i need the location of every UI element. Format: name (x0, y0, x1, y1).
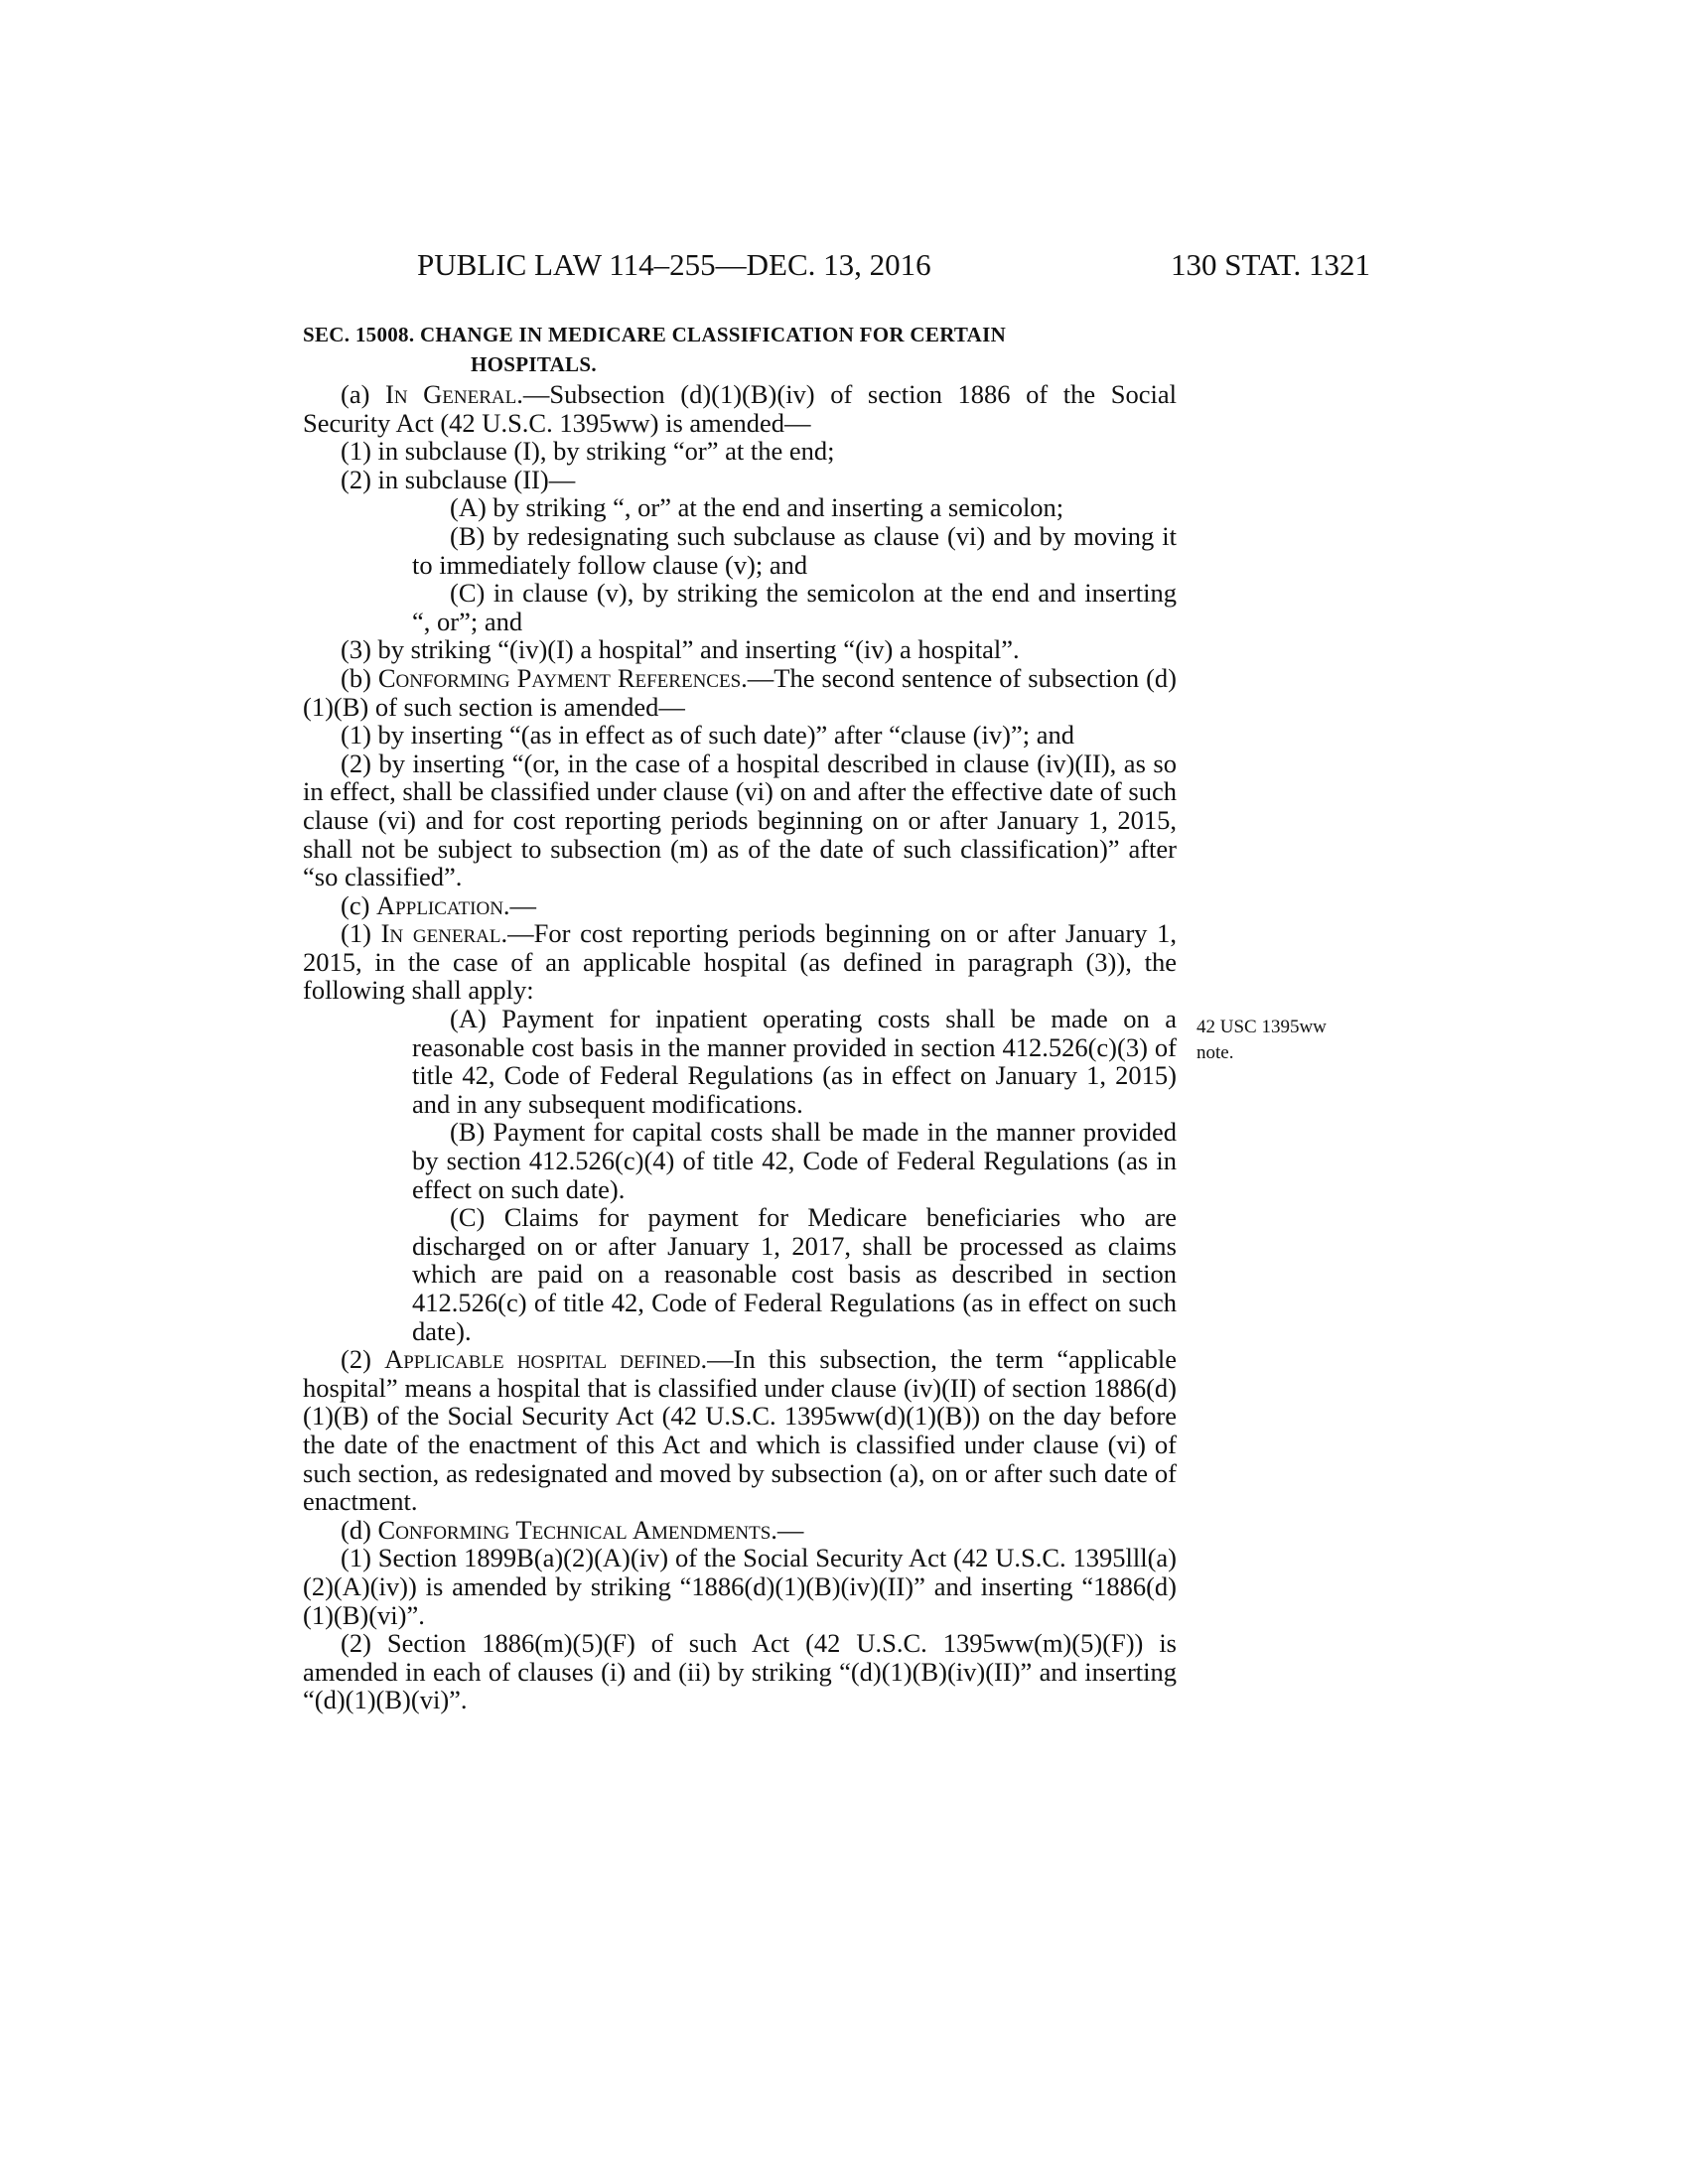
subsection-c-para-1-heading: In general. (380, 918, 508, 949)
section-title (303, 320, 1177, 379)
subsection-c-heading: Application. (376, 889, 510, 920)
subsection-a-heading: In General. (385, 379, 523, 409)
margin-note (1196, 1015, 1395, 1066)
subsection-c-subpara-B: (B) Payment for capital costs shall be made in the manner provided by section 412.526(c)(4) of title 42, Code of Federal Regulations (as in effect on such date). (412, 1117, 1177, 1204)
subsection-d-heading: Conforming Technical Amendments. (377, 1514, 777, 1545)
statute-page-number: 130 STAT. 1321 (1170, 247, 1370, 282)
subsection-a-subpara-C: (C) in clause (v), by striking the semicolon at the end and inserting “, or”; and (412, 578, 1177, 636)
subsection-b-label: (b) (341, 662, 378, 693)
subsection-b-text: —The second sentence of subsection (d)(1)(B) of such section is amended— (303, 662, 1177, 722)
subsection-a-para-3: (3) by striking “(iv)(I) a hospital” and inserting “(iv) a hospital”. (341, 634, 1020, 665)
section-title-line1: SEC. 15008. CHANGE IN MEDICARE CLASSIFICATION FOR CERTAIN (303, 323, 1007, 346)
subsection-c-para-2-label: (2) (341, 1344, 385, 1375)
subsection-c-label: (c) (341, 889, 377, 920)
subsection-a-label: (a) (341, 379, 386, 409)
subsection-d-para-1: (1) Section 1899B(a)(2)(A)(iv) of the Social Security Act (42 U.S.C. 1395lll(a)(2)(A)(iv)) is amended by striking “1886(d)(1)(B)(iv)(II)” and inserting “1886(d)(1)(B)(vi)”. (303, 1543, 1177, 1630)
subsection-b-para-1: (1) by inserting “(as in effect as of such date)” after “clause (iv)”; and (341, 720, 1074, 751)
margin-note-label: note. (1196, 1042, 1234, 1063)
subsection-a-subpara-A: (A) by striking “, or” at the end and inserting a semicolon; (450, 492, 1064, 523)
subsection-a (303, 380, 1177, 437)
subsection-d-label: (d) (341, 1514, 378, 1545)
subsection-c-para-2 (303, 1345, 1177, 1516)
subsection-c-subpara-A: (A) Payment for inpatient operating costs shall be made on a reasonable cost basis in the manner provided in section 412.526(c)(3) of title 42, Code of Federal Regulations (as in effect on January 1, 2015) and in any subsequent modifications. (412, 1004, 1177, 1119)
subsection-a-text: —Subsection (d)(1)(B)(iv) of section 1886 of the Social Security Act (42 U.S.C. 1395ww) is amended— (303, 379, 1177, 438)
subsection-a-para-2: (2) in subclause (II)— (341, 464, 576, 494)
subsection-c-subpara-C: (C) Claims for payment for Medicare beneficiaries who are discharged on or after January 1, 2017, shall be processed as claims which are paid on a reasonable cost basis as described in section 412.526(c) of title 42, Code of Federal Regulations (as in effect on such date). (412, 1202, 1177, 1346)
subsection-b (303, 664, 1177, 721)
subsection-b-heading: Conforming Payment References. (377, 662, 748, 693)
subsection-d-text: — (776, 1514, 804, 1545)
subsection-c-para-1-text: —For cost reporting periods beginning on or after January 1, 2015, in the case of an applicable hospital (as defined in paragraph (3)), the following shall apply: (303, 918, 1177, 1006)
section-body (303, 380, 1177, 1714)
subsection-a-para-1: (1) in subclause (I), by striking “or” at the end; (341, 436, 835, 467)
subsection-c-para-1 (303, 919, 1177, 1005)
subsection-c-para-2-heading: Applicable hospital defined. (384, 1344, 708, 1375)
subsection-d-para-2: (2) Section 1886(m)(5)(F) of such Act (42 U.S.C. 1395ww(m)(5)(F)) is amended in each of clauses (i) and (ii) by striking “(d)(1)(B)(iv)(II)” and inserting “(d)(1)(B)(vi)”. (303, 1628, 1177, 1715)
margin-note-citation: 42 USC 1395ww (1196, 1017, 1327, 1037)
subsection-d (303, 1516, 1177, 1545)
subsection-a-subpara-B: (B) by redesignating such subclause as clause (vi) and by moving it to immediately follow clause (v); and (412, 520, 1177, 580)
subsection-b-para-2: (2) by inserting “(or, in the case of a hospital described in clause (iv)(II), as so in effect, shall be classified under clause (vi) on and after the effective date of such clause (vi) and for cost reporting periods beginning on or after January 1, 2015, shall not be subject to subsection (m) as of the date of such classification)” after “so classified”. (303, 748, 1177, 892)
subsection-c-para-2-text: —In this subsection, the term “applicable hospital” means a hospital that is classified under clause (iv)(II) of section 1886(d)(1)(B) of the Social Security Act (42 U.S.C. 1395ww(d)(1)(B)) on the day before the date of the enactment of this Act and which is classified under clause (vi) of such section, as redesignated and moved by subsection (a), on or after such date of enactment. (303, 1344, 1178, 1517)
section-title-line2: HOSPITALS. (471, 352, 597, 376)
subsection-c-para-1-label: (1) (341, 918, 381, 949)
public-law-citation: PUBLIC LAW 114–255—DEC. 13, 2016 (417, 247, 931, 282)
page-header (417, 245, 1370, 285)
subsection-c-text: — (509, 889, 537, 920)
subsection-c (303, 891, 1177, 920)
